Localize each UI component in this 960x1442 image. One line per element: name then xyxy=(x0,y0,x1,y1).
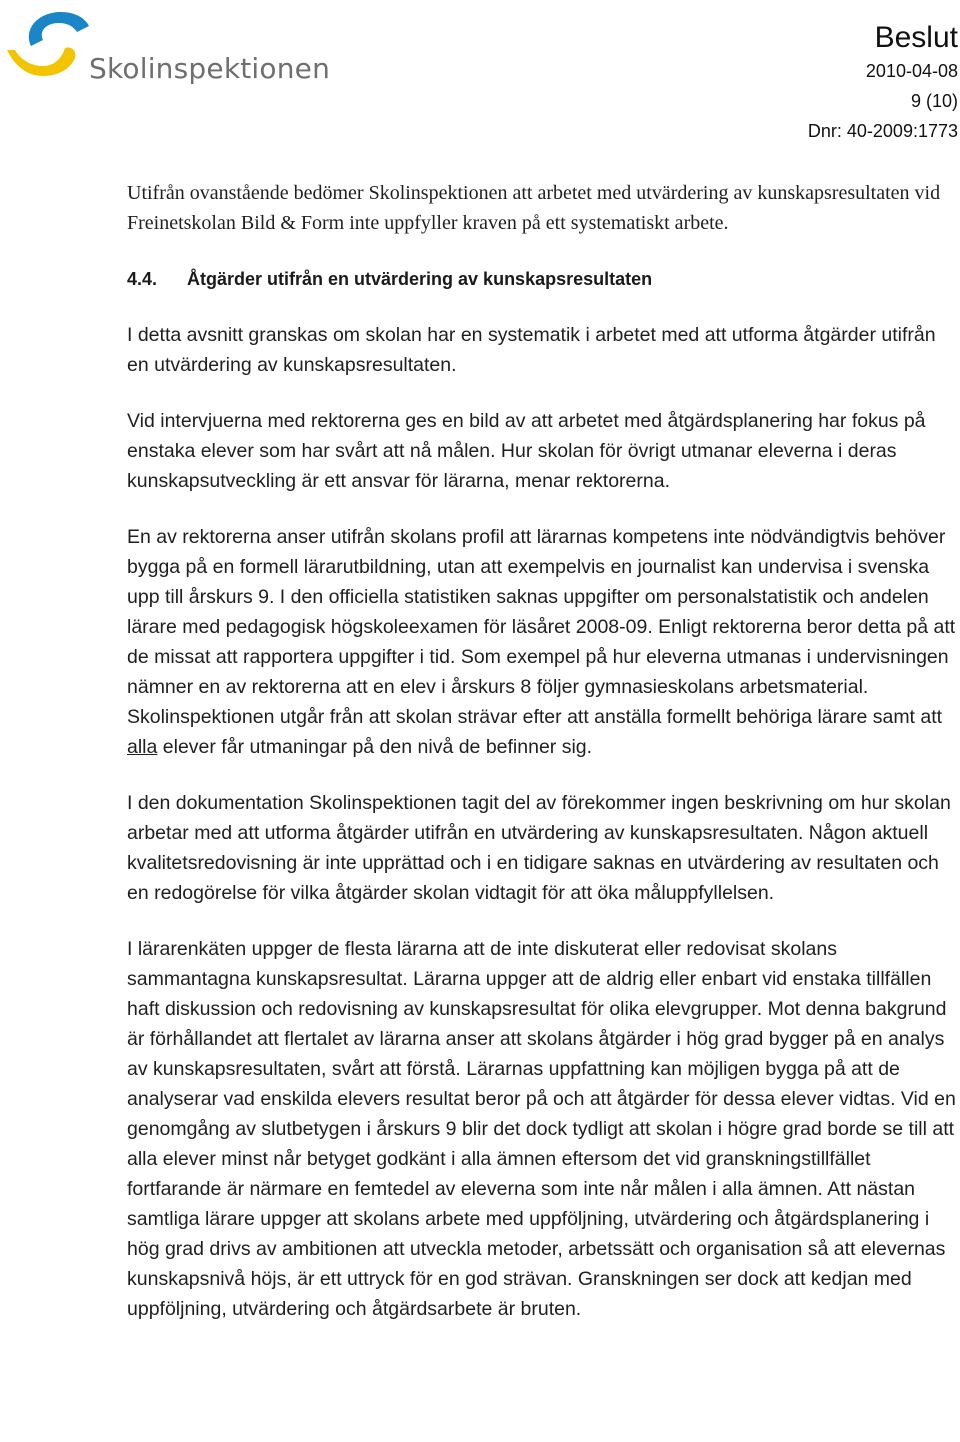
paragraph-3-part-1: En av rektorerna anser utifrån skolans profil att lärarnas kompetens inte nödvändigtvis behöver bygga på en formell lärarutbildning, utan att exempelvis en journalist kan undervisa i svenska upp till årskurs 9. I den officiella statistiken saknas uppgifter om personalstatistik och andelen lärare med pedagogisk högskoleexamen för läsåret 2008-09. Enligt rektorerna beror detta på att de missat att rapportera uppgifter i tid. Som exempel på hur eleverna utmanas i undervisningen nämner en av rektorerna att en elev i årskurs 8 följer gymnasieskolans arbetsmaterial. Skolinspektionen utgår från att skolan strävar efter att anställa formellt behöriga lärare samt att xyxy=(127,526,956,728)
logo-wordmark: Skolinspektionen xyxy=(89,52,331,85)
paragraph-3 xyxy=(127,522,960,762)
section-number: 4.4. xyxy=(127,269,158,289)
section-title: Åtgärder utifrån en utvärdering av kunskapsresultaten xyxy=(187,269,653,289)
logo-swirl-icon xyxy=(5,6,95,90)
document-date: 2010-04-08 xyxy=(865,61,958,81)
page-number: 9 (10) xyxy=(910,91,958,111)
paragraph-4: I den dokumentation Skolinspektionen tagit del av förekommer ingen beskrivning om hur skolan arbetar med att utforma åtgärder utifrån en utvärdering av kunskapsresultaten. Någon aktuell kvalitetsredovisning är inte upprättad och i en tidigare saknas en utvärdering av resultaten och en redogörelse för vilka åtgärder skolan vidtagit för att öka måluppfyllelsen. xyxy=(127,792,951,904)
underlined-word: alla xyxy=(127,736,158,758)
document-meta xyxy=(808,20,958,146)
registration-number: Dnr: 40-2009:1773 xyxy=(807,121,958,141)
section-heading xyxy=(127,264,960,294)
document-body xyxy=(127,178,960,1324)
intro-paragraph: Utifrån ovanstående bedömer Skolinspektionen att arbetet med utvärdering av kunskapsresultaten vid Freinetskolan Bild & Form inte uppfyller kraven på ett systematiskt arbete. xyxy=(127,182,941,234)
paragraph-3-part-2: elever får utmaningar på den nivå de befinner sig. xyxy=(157,736,593,758)
paragraph-1: I detta avsnitt granskas om skolan har en systematik i arbetet med att utforma åtgärder utifrån en utvärdering av kunskapsresultaten. xyxy=(127,324,936,376)
skolinspektionen-logo xyxy=(5,6,345,90)
paragraph-2: Vid intervjuerna med rektorerna ges en bild av att arbetet med åtgärdsplanering har fokus på enstaka elever som har svårt att nå målen. Hur skolan för övrigt utmanar eleverna i deras kunskapsutveckling är ett ansvar för lärarna, menar rektorerna. xyxy=(127,410,926,492)
paragraph-5: I lärarenkäten uppger de flesta lärarna att de inte diskuterat eller redovisat skolans sammantagna kunskapsresultat. Lärarna uppger att de aldrig eller enbart vid enstaka tillfällen haft diskussion och redovisning av kunskapsresultat för olika elevgrupper. Mot denna bakgrund är förhållandet att flertalet av lärarna anser att skolans åtgärder i hög grad bygger på en analys av kunskapsresultaten, svårt att förstå. Lärarnas uppfattning kan möjligen bygga på att de analyserar vad enskilda elevers resultat beror på och att åtgärder för dessa elever vidtas. Vid en genomgång av slutbetygen i årskurs 9 blir det dock tydligt att skolan i högre grad borde se till att alla elever minst når betyget godkänt i alla ämnen eftersom det vid granskningstillfället fortfarande är närmare en femtedel av eleverna som inte når målen i alla ämnen. Att nästan samtliga lärare uppger att skolans arbete med uppföljning, utvärdering och åtgärdsplanering i hög grad drivs av ambitionen att utveckla metoder, arbetssätt och organisation så att elevernas kunskapsnivå höjs, är ett uttryck för en god strävan. Granskningen ser dock att kedjan med uppföljning, utvärdering och åtgärdsarbete är bruten. xyxy=(127,938,956,1320)
document-type: Beslut xyxy=(874,21,958,54)
